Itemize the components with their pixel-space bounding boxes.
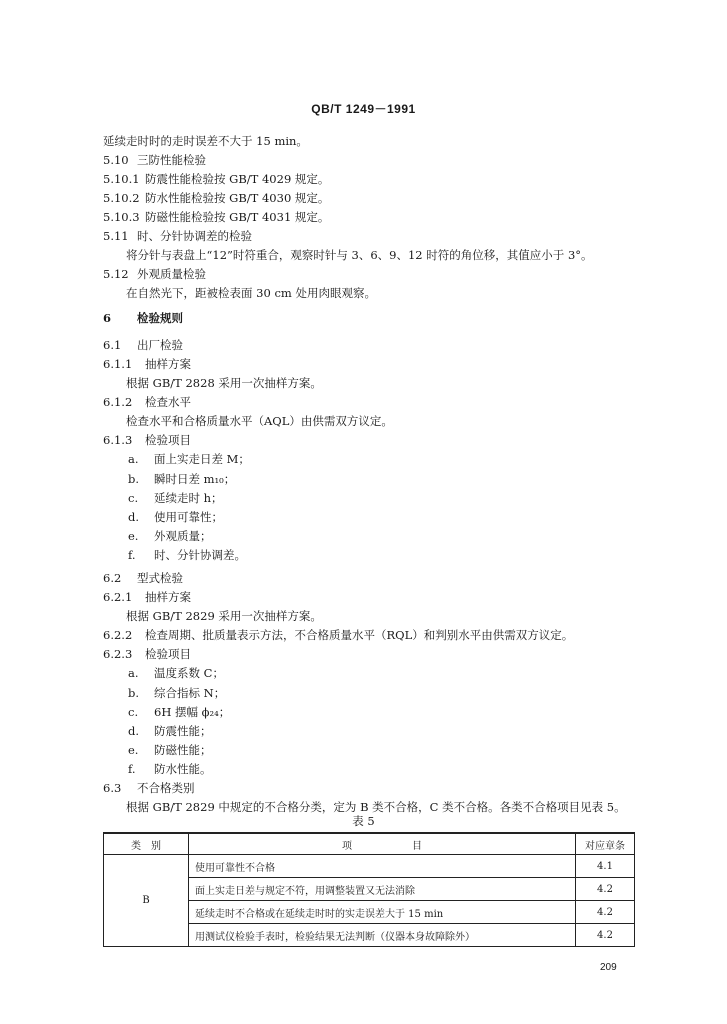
list-item — [128, 742, 212, 758]
list-item-letter: e. — [128, 743, 139, 757]
section-heading — [103, 780, 195, 796]
table-header-ref: 对应章条 — [576, 833, 635, 855]
line-text: 防磁性能检验按 GB/T 4031 规定。 — [145, 210, 330, 224]
line-text: 外观质量； — [154, 529, 212, 543]
list-item — [128, 509, 223, 525]
line-text: 检查水平 — [145, 395, 191, 409]
paragraph — [126, 608, 322, 624]
table-item-cell: 用测试仪检验手表时，检验结果无法判断（仪器本身故障除外） — [189, 924, 576, 947]
section-heading — [103, 394, 191, 410]
table-category-cell: B — [104, 855, 189, 947]
line-text: 根据 GB/T 2829 采用一次抽样方案。 — [126, 609, 322, 623]
line-text: 综合指标 N； — [154, 686, 226, 700]
section-number: 6.1.1 — [103, 357, 133, 371]
line-text: 延续走时时的走时误差不大于 15 min。 — [103, 134, 308, 148]
section-number: 6.2.1 — [103, 590, 133, 604]
section-number: 6.3 — [103, 781, 122, 795]
section-number: 6.2.2 — [103, 628, 133, 642]
line-text: 检查周期、批质量表示方法，不合格质量水平（RQL）和判别水平由供需双方议定。 — [145, 628, 574, 642]
section-heading — [103, 190, 329, 206]
list-item — [128, 528, 212, 544]
line-text: 将分针与表盘上“12”时符重合，观察时针与 3、6、9、12 时符的角位移，其值应小于 3°。 — [126, 248, 593, 262]
section-heading — [103, 589, 191, 605]
list-item-letter: b. — [128, 472, 140, 486]
line-text: 在自然光下，距被检表面 30 cm 处用肉眼观察。 — [126, 286, 376, 300]
list-item-letter: c. — [128, 491, 139, 505]
list-item — [128, 723, 212, 739]
page-number: 209 — [600, 962, 617, 973]
section-number: 6.2.3 — [103, 647, 133, 661]
table-ref-cell: 4.1 — [576, 855, 635, 878]
section-number: 6.1 — [103, 338, 122, 352]
paragraph — [126, 413, 393, 429]
table-header-category: 类 别 — [104, 833, 189, 855]
line-text: 防水性能。 — [154, 762, 212, 776]
section-number: 5.10.1 — [103, 172, 140, 186]
line-text: 使用可靠性； — [154, 510, 223, 524]
line-text: 外观质量检验 — [137, 267, 206, 281]
line-text: 检验规则 — [137, 311, 183, 325]
section-heading — [103, 570, 183, 586]
section-heading — [103, 432, 191, 448]
table-header-item: 项 目 — [189, 833, 576, 855]
line-text: 6H 摆幅 ϕ₂₄； — [154, 705, 231, 719]
table-item-cell: 延续走时不合格或在延续走时时的实走误差大于 15 min — [189, 901, 576, 924]
section-number: 6 — [103, 311, 112, 325]
list-item-letter: f. — [128, 762, 136, 776]
list-item — [128, 451, 250, 467]
line-text: 出厂检验 — [137, 338, 183, 352]
section-number: 5.10.2 — [103, 191, 140, 205]
section-heading — [103, 310, 183, 326]
section-heading — [103, 209, 329, 225]
list-item-letter: b. — [128, 686, 140, 700]
table-5 — [103, 832, 635, 947]
line-text: 检验项目 — [145, 433, 191, 447]
list-item — [128, 685, 225, 701]
line-text: 防水性能检验按 GB/T 4030 规定。 — [145, 191, 330, 205]
line-text: 防震性能； — [154, 724, 212, 738]
section-number: 6.2 — [103, 571, 122, 585]
list-item-letter: f. — [128, 548, 136, 562]
section-heading — [103, 627, 573, 643]
table-header-row — [104, 833, 635, 855]
table-item-cell: 使用可靠性不合格 — [189, 855, 576, 878]
section-heading — [103, 356, 191, 372]
table-title: 表 5 — [352, 814, 375, 828]
line-text: 瞬时日差 m₁₀； — [154, 472, 236, 486]
table-row — [104, 855, 635, 878]
paragraph — [126, 375, 322, 391]
line-text: 检验项目 — [145, 647, 191, 661]
list-item — [128, 761, 212, 777]
line-text: 时、分针协调差的检验 — [137, 229, 252, 243]
table-ref-cell: 4.2 — [576, 924, 635, 947]
line-text: 抽样方案 — [145, 590, 191, 604]
section-number: 6.1.2 — [103, 395, 133, 409]
table-ref-cell: 4.2 — [576, 878, 635, 901]
list-item — [128, 665, 224, 681]
section-heading — [103, 337, 183, 353]
list-item-letter: d. — [128, 724, 140, 738]
document-header: QB/T 1249－1991 — [311, 102, 416, 116]
section-number: 5.12 — [103, 267, 129, 281]
line-text: 延续走时 h； — [154, 491, 223, 505]
table-item-cell: 面上实走日差与规定不符，用调整装置又无法消除 — [189, 878, 576, 901]
section-heading — [103, 171, 329, 187]
line-text: 温度系数 C； — [154, 666, 224, 680]
section-number: 6.1.3 — [103, 433, 133, 447]
line-text: 三防性能检验 — [137, 153, 206, 167]
paragraph — [103, 133, 308, 149]
section-heading — [103, 152, 206, 168]
line-text: 抽样方案 — [145, 357, 191, 371]
list-item — [128, 547, 246, 563]
line-text: 根据 GB/T 2828 采用一次抽样方案。 — [126, 376, 322, 390]
line-text: 不合格类别 — [137, 781, 195, 795]
list-item — [128, 471, 235, 487]
table-ref-cell: 4.2 — [576, 901, 635, 924]
section-heading — [103, 266, 206, 282]
paragraph — [126, 285, 376, 301]
line-text: 检查水平和合格质量水平（AQL）由供需双方议定。 — [126, 414, 393, 428]
section-number: 5.11 — [103, 229, 129, 243]
list-item-letter: c. — [128, 705, 139, 719]
line-text: 防震性能检验按 GB/T 4029 规定。 — [145, 172, 330, 186]
line-text: 根据 GB/T 2829 中规定的不合格分类，定为 B 类不合格，C 类不合格。各类不合格项目见表 5。 — [126, 800, 626, 814]
paragraph — [126, 247, 593, 263]
section-number: 5.10.3 — [103, 210, 140, 224]
section-number: 5.10 — [103, 153, 129, 167]
list-item-letter: a. — [128, 666, 139, 680]
section-heading — [103, 228, 252, 244]
line-text: 时、分针协调差。 — [154, 548, 246, 562]
line-text: 防磁性能； — [154, 743, 212, 757]
list-item — [128, 490, 223, 506]
line-text: 面上实走日差 M； — [154, 452, 250, 466]
list-item-letter: e. — [128, 529, 139, 543]
list-item-letter: d. — [128, 510, 140, 524]
section-heading — [103, 646, 191, 662]
list-item — [128, 704, 230, 720]
line-text: 型式检验 — [137, 571, 183, 585]
list-item-letter: a. — [128, 452, 139, 466]
